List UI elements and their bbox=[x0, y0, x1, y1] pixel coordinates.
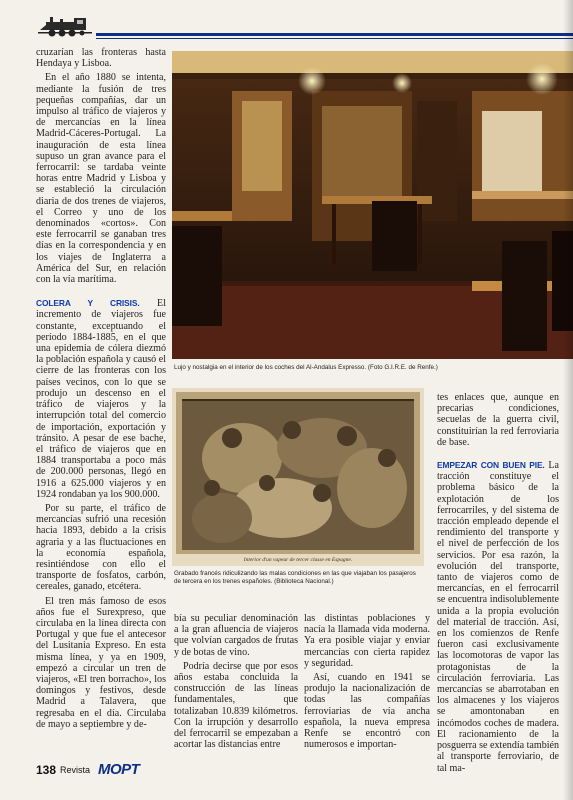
paragraph-text: El incremento de viajeros fue constante, exceptuando el período 1884-1885, en el que una epidemia de cólera diezmó la población española y causó el cierre de las fronteras con los países vecinos, con lo que se produjo un descenso en el tráfico de viajeros y la interrupción total del comercio de importación, exportación y tránsito. A pesar de ese bache, el tráfico de viajeros que en 1884 transportaba a poco más de 200.000 personas, llegó en 1916 a 625.000 viajeros y en 1924 rondaban ya los 900.000. bbox=[36, 298, 166, 500]
paragraph: El tren más famoso de esos años fue el Surexpreso, que circulaba en la línea directa con Portugal y que fue el antecesor del Lusitania Expreso. En esta misma línea, y ya en 1909, empezó a circular un tren de viajeros, «El tren borracho», los domingos y festivos, desde Madrid a Talavera, que regresaba en el día. Circulaba de mayo a septiembre y de- bbox=[36, 595, 166, 730]
magazine-label: Revista bbox=[60, 765, 91, 775]
text-column-4 bbox=[437, 392, 560, 774]
page-footer bbox=[36, 763, 146, 783]
paragraph: cruzarían las fronteras hasta Hendaya y Lisboa. bbox=[36, 47, 166, 70]
mopt-logo: MOPT bbox=[98, 761, 140, 778]
text-column-3 bbox=[304, 613, 430, 758]
paragraph: Por su parte, el tráfico de mercancías sufrió una recesión hacia 1893, debido a la crisis agraria y a las fluctuaciones en la economía española, resintiéndose con ello el transporte de fosfatos, carbón, cereales, ganado, etcétera. bbox=[36, 502, 166, 593]
engraving-inscription: Interior d'un vapeur de tercer classe en Espagne. bbox=[243, 557, 353, 563]
page-number: 138 bbox=[36, 763, 57, 777]
paragraph-text: La tracción constituye el problema básico de la explotación de los ferrocarriles, y del sistema de tracción empleado depende el rendimiento del transporte y el nivel de perfección de los servicios. Por esa razón, la evolución del transporte, tanto de viajeros como de mercancías, en el ferrocarril se encuentra indisolublemente unida a la propia evolución del material de tracción. Así, en los comienzos de Renfe fueron casi exclusivamente las locomotoras de vapor las protagonistas de la circulación ferroviaria. Las mercancías se abarrotaban en los almacenes y los viajeros se amontonaban en incómodos coches de madera. El racionamiento de la posguerra se extendía también al transporte ferroviario, de tal ma- bbox=[437, 460, 560, 774]
paragraph: En el año 1880 se intenta, mediante la fusión de tres pequeñas compañías, dar un impulso al tráfico de viajeros y de mercancías en la línea Madrid-Cáceres-Portugal. La inauguración de esta línea supuso un gran avance para el ferrocarril: se tardaba veinte horas entre Madrid y Lisboa y se estableció la circulación diaria de dos trenes de viajeros, el Correo y uno de los denominados «cortos». Con este ferrocarril se ganaban tres días en la correspondencia y en los viajes de Inglaterra a América del Sur, en relación con la vía marítima. bbox=[36, 72, 166, 286]
text-column-2 bbox=[174, 613, 298, 758]
paragraph bbox=[437, 460, 559, 774]
locomotive-icon bbox=[36, 16, 94, 38]
paragraph: las distintas poblaciones y nacía la llamada vida moderna. Ya era posible viajar y enviar mercancías con cierta rapidez y seguridad. bbox=[304, 613, 430, 669]
paragraph bbox=[36, 298, 166, 500]
engraving-image bbox=[172, 388, 424, 566]
header-rule-thin bbox=[96, 38, 573, 39]
subheading-colera: COLERA Y CRISIS. bbox=[36, 298, 140, 309]
paragraph: tes enlaces que, aunque en precarias condiciones, secuelas de la guerra civil, constituirían la red ferroviaria de base. bbox=[437, 392, 559, 448]
header-rule bbox=[96, 33, 573, 36]
subheading-empezar: EMPEZAR CON BUEN PIE. bbox=[437, 460, 545, 471]
paragraph: bía su peculiar denominación a la gran afluencia de viajeros que volvían cargados de frutas y de botas de vino. bbox=[174, 613, 298, 658]
paragraph: Así, cuando en 1941 se produjo la nacionalización de todas las compañías ferroviarias de vía ancha española, la nueva empresa Renfe se encontró con numerosos e importan- bbox=[304, 672, 430, 751]
engraving-caption: Grabado francés ridiculizando las malas condiciones en las que viajaban los pasajeros de tercera en los trenes españoles. (Biblioteca Nacional.) bbox=[174, 570, 416, 585]
photo-caption: Lujo y nostalgia en el interior de los coches del Al-Andalus Expresso. (Foto G.I.R.E. de Renfe.) bbox=[174, 364, 438, 371]
text-column-1 bbox=[36, 47, 166, 755]
page-spine-shadow bbox=[563, 0, 573, 800]
paragraph: Podría decirse que por esos años estaba concluida la construcción de las líneas fundamentales, que totalizaban 10.839 kilómetros. Con la irrupción y desarrollo del ferrocarril se empezaban a acortar las distancias entre bbox=[174, 660, 298, 751]
train-interior-photo bbox=[172, 51, 573, 359]
